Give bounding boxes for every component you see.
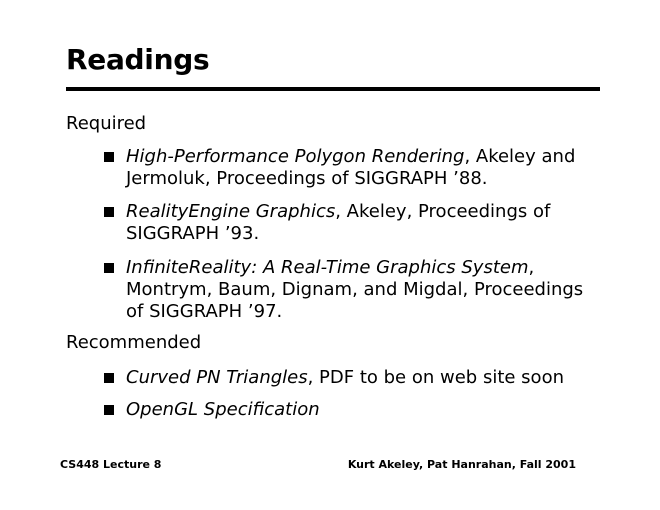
reading-title: RealityEngine Graphics: [126, 201, 336, 222]
bullet-square-icon: [104, 405, 114, 415]
reading-item: [126, 257, 606, 323]
reading-item: [126, 367, 606, 389]
bullet-square-icon: [104, 373, 114, 383]
reading-item: [126, 201, 606, 245]
footer-course: CS448 Lecture 8: [60, 458, 162, 471]
bullet-square-icon: [104, 263, 114, 273]
reading-title: InfiniteReality: A Real-Time Graphics System: [126, 257, 529, 278]
title-underline: [66, 87, 600, 91]
section-heading-required: Required: [66, 113, 147, 134]
reading-details: , Akeley, Proceedings of SIGGRAPH ’93.: [126, 201, 551, 244]
section-heading-recommended: Recommended: [66, 332, 202, 353]
reading-details: , Montrym, Baum, Dignam, and Migdal, Proceedings of SIGGRAPH ’97.: [126, 257, 584, 322]
reading-title: High-Performance Polygon Rendering: [126, 146, 465, 167]
reading-title: Curved PN Triangles: [126, 367, 308, 388]
slide-title: Readings: [66, 43, 210, 76]
reading-details: , Akeley and Jermoluk, Proceedings of SIGGRAPH ’88.: [126, 146, 576, 189]
reading-title: OpenGL Specification: [126, 399, 320, 420]
reading-item: [126, 399, 606, 421]
reading-details: , PDF to be on web site soon: [307, 367, 564, 388]
bullet-square-icon: [104, 207, 114, 217]
bullet-square-icon: [104, 152, 114, 162]
footer-authors: Kurt Akeley, Pat Hanrahan, Fall 2001: [347, 458, 576, 471]
reading-item: [126, 146, 606, 190]
